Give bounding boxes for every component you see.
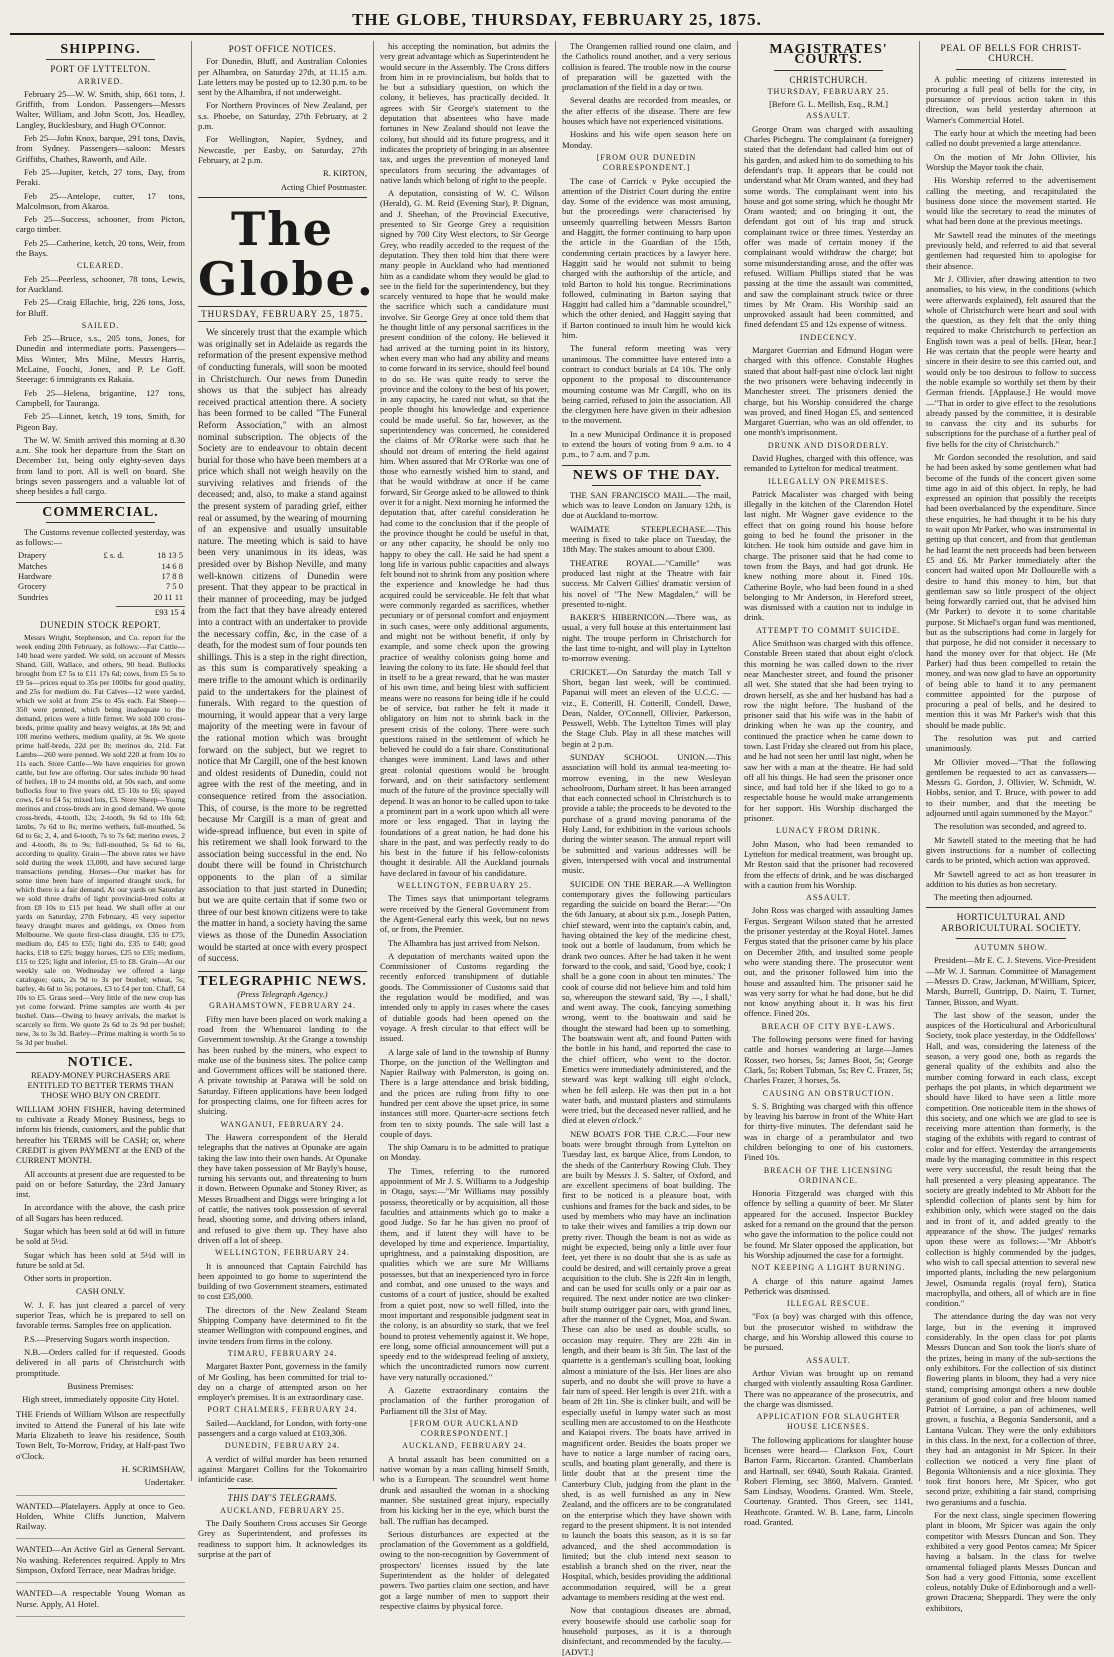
customs-currency bbox=[83, 592, 126, 602]
paragraph: A large sale of land in the township of Bunny Thorpe, on the junction of the Wellington and Napier Railway with Palmerston, is going on. There is a large attendance and brisk bidding, and the prices are ruling from fifty to one hundred per cent above the upset price, in some instances still more. Quarter-acre sections fetch from ten to sixty pounds. The sale will last a couple of days. bbox=[380, 1046, 549, 1139]
editorial-dateline: THURSDAY, FEBRUARY 25, 1875. bbox=[198, 306, 367, 322]
court-section-text: David Hughes, charged with this offence, was remanded to Lyttelton for medical treatment. bbox=[744, 452, 913, 474]
bells-report bbox=[926, 74, 1096, 903]
dateline: PORT CHALMERS, FEBRUARY 24. bbox=[207, 1405, 358, 1415]
auckland-correspondent-heading: [FROM OUR AUCKLAND CORRESPONDENT.] bbox=[410, 1418, 519, 1439]
customs-row bbox=[16, 561, 185, 571]
paragraph: February 25—W. W. Smith, ship, 661 tons, J. Griffith, from London. Passengers—Messrs Walter, William, and John Scott, Jos. Headley, Langley, Bucklesbury, and Hugh O'Connor. bbox=[16, 88, 185, 130]
paragraph: his accepting the nomination, but admits the very great advantage which as Superintendent he would secure in the Assembly. The Cross differs from him in re provincialism, but holds that to be but a subsidiary question, on which the colony, it believes, has practically decided. It agrees with Sir George's statement to the deputation that absentees who have made fortunes in New Zealand should not leave the colony, but should aid its future progress, and it indicates the propriety of bringing in an absentee tax, and urges the prevention of moneyed land speculators from securing the advantages of native lands which belong of right to the people. bbox=[380, 41, 549, 185]
arrived-heading: ARRIVED. bbox=[77, 76, 124, 86]
paragraph: The last show of the season, under the auspices of the Horticultural and Arboricultural Society, took place yesterday, in the Oddfellows' Hall, and was, considering the lateness of the season, a very good one, both as regards the general quality of the exhibits and also the number coming forward in each class, except perhaps the pot plants, in which department we should have liked to have seen a little more competition. One noticeable item in the shows of this society, and one which we are glad to see is receiving more attention than formerly, is the staging of the exhibits with regard to contrast of color and for effect. Yesterday the arrangements made by the managing committee in this respect were very successful, the result being that the hall presented a very pleasing appearance. The society are greatly indebted to Mr Abbott for the splendid collection of plants sent by him for exhibition only, which were staged on the dais and in front of it, and added greatly to the appearance of the show. The judges' remarks upon these were as follows:—"Mr Abbott's collection is highly commended by the judges, who wish to call special attention to several new imported plants, including the new pelargonium Jewel, Osmunda regalis (royal fern), Statica macrophylla, and others, all of which are in fine condition." bbox=[926, 1009, 1096, 1309]
fisher-p3: In accordance with the above, the cash price of all Sugars has been reduced. bbox=[16, 1202, 185, 1223]
christchurch-heading: CHRISTCHURCH. bbox=[789, 74, 868, 85]
wanted-text: WANTED—An Active Girl as General Servant. No washing. References required. Apply to Mrs Simpson, Oxford Terrace, near Madras bridge. bbox=[16, 1544, 185, 1576]
arrived-list bbox=[16, 89, 185, 258]
todays-telegrams-heading: THIS DAY'S TELEGRAMS. bbox=[227, 1493, 338, 1504]
divider bbox=[228, 1488, 337, 1489]
court-section-heading: NOT KEEPING A LIGHT BURNING. bbox=[751, 1263, 906, 1273]
paragraph: The Alhambra has just arrived from Nelson. bbox=[388, 937, 540, 948]
court-section-text: "Fox (a boy) was charged with this offence, but the prosecutor wished to withdraw the charge, and his Worship allowed this course to be pursued. bbox=[744, 1311, 913, 1353]
column-6 bbox=[920, 41, 1102, 1613]
paragraph: President—Mr E. C. J. Stevens. Vice-President—Mr W. J. Sarman. Committee of Management—Messrs D. Craw, Jackman, M'William, Spicer, Marsh, Burrell, Guntripp, D. Nairn, T. Turner, Tanner, Bisson, and Wyatt. bbox=[926, 955, 1096, 1007]
paragraph: Mr Sawtell stated to the meeting that he had given instructions for a number of collecting cards to be printed, which action was approved. bbox=[926, 834, 1096, 866]
ready-money-banner: READY-MONEY PURCHASERS ARE ENTITLED TO BETTER TERMS THAN THOSE WHO BUY ON CREDIT. bbox=[27, 1069, 174, 1101]
paragraph: The Times, referring to the rumored appointment of Mr J. S. Williams to a Judgeship in Otago, says:—"Mr Williams may possibly possess, theoretically or by acquisition, all those faculties and attainments which go to make a good Judge. So far he has given no proof of them, and if latent they will have to be developed by time and experience. Impartiality, uprightness, and a painstaking disposition, are qualities which we are sure Mr Williams possesses, but that an inexperienced tyro in force and combat, and one unused to the ways and customs of a court of justice, should be exalted from a quiet post, now so well filled, into the most important and responsible judgment seat in the colony, is an absurdity so stark, that we feel bound to protest vehemently against it. We hope, ere long, some official announcement will put a speedy end to the widespread feeling of anxiety, which the uncontradicted rumors now current have very naturally occasioned." bbox=[380, 1165, 549, 1382]
court-section-text: Patrick Macalister was charged with being illegally in the kitchen of the Clarendon Hotel last night. Mr Wagner gave evidence to the effect that on going round his house before going to bed he found the prisoner in the kitchen. He took him outside and gave him in charge. The prisoner said that he had come to town from the Bays, and had got drunk. He knew nothing more about it. Fined 10s. Catherine Boyle, who had been found in a shed belonging to Mr Anderson, in Hereford street, was dismissed with a caution not to indulge in drink. bbox=[744, 488, 913, 623]
paragraph: CRICKET.—On Saturday the match Tall v Short, began last week, will be continued. Papanui will meet an eleven of the U.C.C. —viz., E. Cotterill, H. Cotterill, Condell, Dawe, Dean, Nalder, O'Connell, Ollivier, Parkerson, Pesswell, Webb. The Lyttelton Times will play the Stage Club. Play in all these matches will begin at 2 p.m. bbox=[562, 666, 731, 749]
paragraph: Mr Ollivier moved—"That the following gentlemen be requested to act as canvassers—Messrs G. Gordon, J. Ollivier, W. Schmidt, W. Hobbs, senior, and T. Bruce, with power to add to their number, and that the meeting be adjourned until again summoned by the Mayor." bbox=[926, 756, 1096, 819]
paragraph: The Orangemen rallied round one claim, and the Catholics round another, and a very serious collision is feared. The trouble now in the course of preparation will be gazetted with the proclamation of the field in a day or two. bbox=[562, 41, 731, 93]
court-section-heading: LUNACY FROM DRINK. bbox=[775, 826, 882, 836]
horticultural-report bbox=[926, 955, 1096, 1613]
court-section-heading: ILLEGALLY ON PREMISES. bbox=[767, 476, 890, 486]
customs-item: Sundries bbox=[18, 591, 49, 602]
divider bbox=[956, 938, 1066, 939]
fisher-address: High street, immediately opposite City Hotel. bbox=[22, 1394, 179, 1405]
customs-amount: 18 13 5 bbox=[157, 550, 183, 561]
divider bbox=[592, 485, 701, 486]
funeral-role: Undertaker. bbox=[144, 1477, 185, 1488]
fisher-p5: Sugar which has been sold at 5½d will in future be sold at 5d. bbox=[16, 1249, 185, 1270]
court-section-text: S. S. Brighting was charged with this offence by leaving his barrow in front of the White Hart for thirty-five minutes. The defendant said he was in charge of a perambulator and two children belonging to one of his customers. Fined 10s. bbox=[744, 1100, 913, 1163]
paragraph: The attendance during the day was not very large, but in the evening it improved considerably. In the open class for pot plants Messrs Duncan and Son took the lion's share of the prizes, being in many of the sub-sections the only exhibitors. For the collection of six distinct flowering plants in bloom, they had a very nice stand, comprising amongst others a new double geranium of good color and free bloom named Patriot of Lorraine, a pan of achimenes, well grown, a fuschia, a Begonia Sandersonii, and a Lantana Vulcan. They were the only exhibitors in this class. In the next, for a collection of three, they had an antagonist in Mr Spicer. In their collection we noticed a very fine plant of Begonia Wiltoniensis and a nice gloxinia. They took first honors here, Mr Spicer, who got second prize, exhibiting a fair stand, comprising two geraniums and a fuschia. bbox=[926, 1311, 1096, 1507]
sailed-heading: SAILED. bbox=[81, 320, 120, 330]
paragraph: Mr Sawtell agreed to act as hon treasurer in addition to his duties as hon secretary. bbox=[926, 868, 1096, 889]
customs-row bbox=[16, 550, 185, 560]
post-signature: R. KIRTON, bbox=[323, 168, 367, 179]
customs-intro: The Customs revenue collected yesterday, was as follows:— bbox=[16, 526, 185, 548]
divider bbox=[16, 1052, 185, 1053]
paragraph: Now that contagious diseases are abroad, every housewife should use carbolic soap for household purposes, as it is a thorough disinfectant, and recommended by the faculty.—[ADVT.] bbox=[562, 1605, 731, 1657]
paragraph: His Worship referred to the advertisement calling the meeting, and recapitulated the business done since the movement started. He would like the secretary to read the minutes of what had been done at the previous meetings. bbox=[926, 175, 1096, 227]
sailed-list bbox=[16, 333, 185, 432]
customs-item: Matches bbox=[18, 560, 48, 571]
customs-item: Grocery bbox=[18, 581, 47, 592]
wanted-text: WANTED—Platelayers. Apply at once to Geo. Holden, White Cliffs Junction, Malvern Railway. bbox=[16, 1500, 185, 1532]
paragraph: The ship Oamaru is to be admitted to pratique on Monday. bbox=[380, 1142, 549, 1163]
dateline: WANGANUI, FEBRUARY 24. bbox=[220, 1119, 345, 1129]
paragraph: SUICIDE ON THE BERAR.—A Wellington contemporary gives the following particulars regarding the suicide on board the Berar:—"On the 6th January, at about six p.m., Joseph Patten, chief steward, went into the captain's cabin, and, having obtained the key of the medicine chest, took out a bottle of laudanum, from which he drank two ounces. After he had taken it he went forward to the cook, and said, 'Good bye, cook; I shall be a gone coon in about ten minutes.' The cook of course did not believe him and told him so, whereupon the steward said, 'By —, I shall,' and went away. The cook, fancying something wrong, went to the boatswain and said he thought the steward had been up to something. The boatswain went aft, and found Patten with the bottle in his hand, and reported the case to the chief officer, who went to the doctor. Emetics were immediately administered, and the steward was kept walking till eight o'clock, when he fell asleep. He was then put in a hot water bath, and mustard plasters and stimulants were tried, but the deceased never rallied, and he died at eleven o'clock." bbox=[562, 878, 731, 1126]
autumn-show-heading: AUTUMN SHOW. bbox=[974, 943, 1048, 953]
customs-amount: 7 5 0 bbox=[165, 581, 183, 592]
auckland-dateline: AUCKLAND, FEBRUARY 25. bbox=[220, 1505, 345, 1515]
divider bbox=[774, 70, 883, 71]
editorial bbox=[198, 328, 367, 966]
post-role: Acting Chief Postmaster. bbox=[280, 181, 367, 192]
court-date: THURSDAY, FEBRUARY 25. bbox=[767, 86, 890, 96]
shipping-note: The W. W. Smith arrived this morning at 8.30 a.m. She took her departure from the Start on December 1st, being only eighty-seven days from land to port. All is well on board. She brings seven passengers and a valuable lot of sheep besides a full cargo. bbox=[16, 434, 185, 497]
paragraph: THEATRE ROYAL.—"Camille" was produced last night at the Theatre with fair success. Mr Calvert Gillies' dramatic version of his novel of "The New Magdalen," will be presented to-night. bbox=[562, 557, 731, 609]
court-section-text: Arthur Vivian was brought up on remand charged with violently assaulting Rosa Gardiner. There was no appearance of the prosecutrix, and the charge was dismissed. bbox=[744, 1367, 913, 1409]
paragraph: Several deaths are recorded from measles, or the after effects of the disease. There are few houses which have not experienced visitations. bbox=[562, 95, 731, 127]
dateline: WELLINGTON, FEBRUARY 24. bbox=[215, 1248, 350, 1258]
dunedin-correspondent bbox=[562, 176, 731, 460]
paragraph: Feb 25—Craig Ellachie, brig, 226 tons, Joss, for Bluff. bbox=[16, 297, 185, 318]
column-3 bbox=[374, 41, 556, 1611]
customs-item: Drapery bbox=[18, 550, 47, 561]
court-section-heading: BREACH OF CITY BYE-LAWS. bbox=[761, 1021, 896, 1031]
horticultural-heading: HORTICULTURAL AND ARBORICULTURAL SOCIETY. bbox=[940, 913, 1082, 934]
paragraph: The funeral reform meeting was very unanimous. The committee have entered into a contract to conduct burials at £4 10s. The only opponent to the proposal to discountenance mourning costume was Mr Cargill, who on its being carried, refused to join the association. All the clergymen here have given in their adhesion to the movement. bbox=[562, 343, 731, 426]
fisher-premises: Business Premises: bbox=[67, 1380, 134, 1391]
paragraph: Mr Gordon seconded the resolution, and said he had been asked by some gentlemen what had become of the funds of the concert given some time ago in aid of this object. In reply, he had expressed an opinion that possibly the receipts had been overbalanced by the expenditure. Since these enquiries, he had thought it to be his duty to wait upon Mr Parker, who was instrumental in getting up that concert, and from that gentleman he had learnt the nett proceeds had been between £5 and £6. Mr Parker immediately after the concert had waited upon Mr Dollourelle with a desire to hand this money to him, but that gentleman saw so little prospect of the object being forwardly carried out, that he advised him (Mr Parker) to devote it to some charitable purpose. St Michael's organ fund was mentioned, but as the subscriptions had come in largely for that purpose, he did not consider it necessary to hand the money over for that object. He (Mr Parker) had thus been compelled to retain the money, and was now glad to have an opportunity of being able to hand it to any permanent committee appointed for the purpose of procuring a peal of bells, and he desired to mention this it was Mr Parker's wish that this should be made public. bbox=[926, 451, 1096, 730]
court-sections bbox=[744, 111, 913, 1527]
paragraph: Feb 25—Linnet, ketch, 19 tons, Smith, for Pigeon Bay. bbox=[16, 411, 185, 432]
divider bbox=[926, 907, 1096, 908]
paragraph: Feb 25—Jupiter, ketch, 27 tons, Day, from Peraki. bbox=[16, 166, 185, 188]
paragraph: Feb 25—Catherine, ketch, 20 tons, Weir, from the Bays. bbox=[16, 237, 185, 259]
court-section-heading: DRUNK AND DISORDERLY. bbox=[767, 440, 890, 450]
notice-heading: NOTICE. bbox=[67, 1054, 134, 1070]
auckland-correspondent-date: AUCKLAND, FEBRUARY 24. bbox=[402, 1441, 527, 1451]
paragraph: Feb 25—John Knox, barque, 291 tons, Davis, from Sydney. Passengers—saloon: Messrs Griffiths, Chathes, Raworth, and Aile. bbox=[16, 133, 185, 164]
paragraph: The Times says that unimportant telegrams were received by the General Government from the Agent-General early this week, but no news of, or from, the Premier. bbox=[380, 893, 549, 935]
customs-currency: £ s. d. bbox=[103, 550, 125, 561]
wanted-ad-1 bbox=[16, 1501, 185, 1540]
paragraph: It is announced that Captain Fairchild has been appointed to go home to superintend the building of two Government steamers, estimated to cost £35,000. bbox=[198, 1260, 367, 1302]
customs-row bbox=[16, 592, 185, 602]
column-4 bbox=[556, 41, 738, 1657]
divider bbox=[198, 197, 367, 198]
paragraph: Serious disturbances are expected at the proclamation of the Government as a goldfield, owing to the non-recognition by Government of prospectors' licenses issued by the late Superintendent as the holder of delegated powers. Two parties claim one section, and have got a large number of men to support their respective claims by physical force. bbox=[380, 1528, 549, 1611]
paragraph: Feb 25—Helena, brigantine, 127 tons, Campbell, for Tauranga. bbox=[16, 387, 185, 408]
court-section-text: The following applications for slaughter house licenses were heard— Clarkson Fox, Court Barton Farm, Riccarton. Granted. Chamberlain and Hartnall, sec 6940, South Rakaia. Granted. Robert Fleming, sec 3860, Malvern. Granted. Sam Lindsay, Woodens. Granted. Wm. Steele, Courtenay. Granted. Thos Green, sec 1141, Heathcote. Granted. W. B. Lane, farm, Lincoln road. Granted. bbox=[744, 1434, 913, 1528]
court-section-text: John Mason, who had been remanded to Lyttelton for medical treatment, was brought up. Mr Reston said that the prisoner had recovered from the effects of drink, and he was discharged with a caution from his Worship. bbox=[744, 838, 913, 890]
magistrates-heading: MAGISTRATES' COURTS. bbox=[769, 42, 888, 68]
court-section-heading: ASSAULT. bbox=[806, 1355, 851, 1365]
columns bbox=[10, 41, 1104, 1657]
court-section-heading: ASSAULT. bbox=[806, 893, 851, 903]
customs-row bbox=[16, 571, 185, 581]
court-section-heading: CAUSING AN OBSTRUCTION. bbox=[762, 1088, 895, 1098]
court-section-heading: BREACH OF THE LICENSING ORDINANCE. bbox=[763, 1165, 894, 1185]
paragraph: A deputation of merchants waited upon the Commissioner of Customs regarding the recently enforced transhipment of dutiable goods. The Commissioner of Customs said that the regulation would be modified, and was intended only to apply in cases where the cases of dutiable goods had been opened on the voyage. A fresh circular to that effect will be issued. bbox=[380, 950, 549, 1044]
fisher-p7: W. J. F. has just cleared a parcel of very superior Teas, which he is prepared to sell on favorable terms. Samples free on application. bbox=[16, 1299, 185, 1331]
dateline: DUNEDIN, FEBRUARY 24. bbox=[224, 1441, 341, 1451]
press-agency: (Press Telegraph Agency.) bbox=[237, 989, 328, 1000]
paragraph: Feb 25—Bruce, s.s., 205 tons, Jones, for Dunedin and intermediate ports. Passengers—Miss Winter, Mrs Milne, Messrs Harris, McLaine, Fouchi, Jones, and P. Le Goff. Steerage: 6 immigrants ex Rakaia. bbox=[16, 333, 185, 385]
paragraph: BAKER'S HIBERNICON.—There was, as usual, a very full house at this entertainment last night. The troupe perform in Christchurch for the last time to-night, and will play in Lyttelton to-morrow evening. bbox=[562, 612, 731, 664]
court-section-heading: INDECENCY. bbox=[799, 332, 858, 342]
divider bbox=[198, 971, 367, 972]
paragraph: THE SAN FRANCISCO MAIL.—The mail, which was to leave London on January 12th, is due at Auckland to-morrow. bbox=[562, 489, 731, 521]
court-section-text: A charge of this nature against James Petherick was dismissed. bbox=[744, 1275, 913, 1296]
column-2 bbox=[192, 41, 375, 1559]
court-section-text: The following persons were fined for having cattle and horses wandering at large—James Rosser, two horses, 5s; James Boot, 5s; George Clark, 5s; Robert Tubman, 5s; Rev C. Frazer, 5s; Charles Frazer, 3 horses, 5s. bbox=[744, 1034, 913, 1086]
paragraph: The resolution was seconded, and agreed to. bbox=[934, 821, 1087, 832]
court-section-text: George Oram was charged with assaulting Charles Pichegru. The complainant (a foreigner) stated that the defendant had called him out of his garden, and asked him to do something to his defendant's trap. It appears that he could not understand what Mr Oram wanted, and they had some words. The complainant went into his house and got some string, which he thought Mr Oram wanted; and on bringing it out, the defendant got out of his trap and struck complainant twice or three times. Yesterday an offer was made of certain money if the complainant would withdraw the charge; but some misunderstanding arose, and the offer was refused. William Phillips stated that he was passing at the time the assault was committed, and saw the complainant struck twice or three times by Mr Oram. His Worship said an unprovoked assault had been committed, and fined defendant £5 and 12s expense of witness. bbox=[744, 123, 913, 330]
paragraph: A Gazette extraordinary contains the proclamation of the further prorogation of Parliament till the 31st of May. bbox=[380, 1385, 549, 1416]
telegraphic-heading: TELEGRAPHIC NEWS. bbox=[198, 973, 367, 989]
commercial-heading: COMMERCIAL. bbox=[42, 504, 159, 520]
col4-paragraphs bbox=[562, 41, 731, 150]
fisher-notice: WILLIAM JOHN FISHER, having determined to cultivate a Ready Money Business, begs to inform his friends, customers, and the public that hereafter his TERMS will be CASH; or, where CREDIT is given PAYMENT at the END of the CURRENT MONTH. bbox=[16, 1103, 185, 1166]
col3-paragraphs bbox=[380, 41, 549, 1416]
customs-row bbox=[16, 581, 185, 591]
column-5 bbox=[738, 41, 920, 1528]
newspaper-title: The Globe. bbox=[198, 201, 375, 306]
port-heading: PORT OF LYTTELTON. bbox=[50, 64, 151, 75]
stock-heading: DUNEDIN STOCK REPORT. bbox=[40, 620, 161, 631]
court-section-text: Alice Smithson was charged with this offence. Constable Breen stated that about eight o'clock this morning he was called down to the river near Manchester street, and found the prisoner all wet. She stated that she had been trying to drown herself, as she and her husband has had a row the night before. The husband of the prisoner said that his wife was in the habit of drinking when he was up the country, and continued the practice when he came down to town. Last Friday she cleared out from his place, and he had not seen her until last night, when he saw her with a man at the theatre. He had sold off all his things. He had seen the prisoner once since, and had told her if she liked to go to a respectable house he would make arrangements for her support. His Worship discharged the prisoner. bbox=[744, 638, 913, 824]
cash-only: CASH ONLY. bbox=[75, 1286, 126, 1297]
court-section-text: John Ross was charged with assaulting James Fergus. Sergeant Wilson stated that he arrested the prisoner yesterday at the Royal Hotel. James Fergus stated that the prisoner came by his place on December 28th, and insulted some people who were standing there. The prosecutor went out, and the prisoner followed him into the house and assaulted him. The prisoner said he was very sorry for what he had done, but he did not know anything about it. It was his first offence. Fined 20s. bbox=[744, 905, 913, 1019]
auckland-text: The Daily Southern Cross accuses Sir George Grey as Superintendent, and professes its readiness to support him. It acknowledges its surprise at the part of bbox=[198, 1518, 367, 1559]
fisher-nb: N.B.—Orders called for if requested. Goods delivered in all parts of Christchurch with promptitude. bbox=[16, 1346, 185, 1378]
paragraph: The early hour at which the meeting had been called no doubt prevented a large attendance. bbox=[926, 128, 1096, 149]
divider bbox=[16, 502, 185, 503]
paragraph: Sailed—Auckland, for London, with forty-one passengers and a cargo valued at £103,306. bbox=[198, 1417, 367, 1438]
paragraph: Hoskins and his wife open season here on Monday. bbox=[562, 129, 731, 150]
customs-item: Hardware bbox=[18, 571, 52, 582]
dateline: WELLINGTON, FEBRUARY 25. bbox=[397, 881, 532, 891]
post-office-heading: POST OFFICE NOTICES. bbox=[228, 44, 337, 54]
dateline: TIMARU, FEBRUARY 24. bbox=[227, 1348, 338, 1358]
shipping-heading: SHIPPING. bbox=[60, 42, 141, 57]
post-p1: For Dunedin, Bluff, and Australian Colonies per Alhambra, on Saturday 27th, at 11.15 a.m. Late letters may be posted up to 12.30 p.m. to be sent by the Alhambra, if not underweight. bbox=[198, 56, 367, 98]
fisher-p4: Sugar which has been sold at 6d will in future be sold at 5½d. bbox=[16, 1226, 185, 1247]
paragraph: The resolution was put and carried unanimously. bbox=[926, 733, 1096, 754]
funeral-notice bbox=[16, 1409, 185, 1495]
court-section-heading: APPLICATION FOR SLAUGHTER HOUSE LICENSES. bbox=[756, 1412, 901, 1432]
paragraph: A brutal assault has been committed on a native woman by a man calling himself Smith, who is a European. The scoundrel went home drunk and assaulted the woman in a shocking manner. She sustained great injury, especially from his kicking her in the eye, which burst the ball. The ruffian has decamped. bbox=[380, 1453, 549, 1526]
wanted-ad-2 bbox=[16, 1544, 185, 1583]
paragraph: Feb 25—Success, schooner, from Picton, cargo timber. bbox=[16, 214, 185, 235]
cleared-list bbox=[16, 274, 185, 318]
wanted-text: WANTED—A respectable Young Woman as Nurse. Apply, A1 Hotel. bbox=[16, 1588, 185, 1609]
paragraph: WAIMATE STEEPLECHASE.—This meeting is fixed to take place on Tuesday, the 18th May. The stakes amount to about £300. bbox=[562, 523, 731, 555]
paragraph: In a new Municipal Ordinance it is proposed to extend the hours of voting from 9 a.m. to 4 p.m., to 7 a.m. and 7 p.m. bbox=[562, 428, 731, 460]
telegrams bbox=[198, 1001, 367, 1484]
dateline: GRAHAMSTOWN, FEBRUARY 24. bbox=[209, 1001, 356, 1011]
paragraph: NEW BOATS FOR THE C.R.C.—Four new boats were brought through from Lyttelton on Tuesday last, ex barque Alice, from London, to the sheds of the Canterbury Rowing Club. They are built by Messrs J. S. Salter, of Oxford, and are excellent specimens of boat building. The first to be noticed is a pleasure boat, with cushions and frames for the back and sides, to be used by members who may have an inclination to take their wives and families a trip down our pretty river. Though the beam is not as wide as might be expected, being only a little over four feet, yet there is no doubt that she is as safe as could be desired, and will certainly prove a great acquisition to the club. She is 22ft 4in in length, and can be used for sculls only or a pair oar as required. The next under notice are two clinker-built stump outrigger pair oars, with grand lines, after the manner of the Cygnet, Moa, and Swan. These can also be used as double sculls, so occasion may require. They are 22ft 4in in length, and their beam is 3ft 5in. The last of the quartette is a gentleman's sculling boat, looking almost a miniature of the Isis. Her lines are also superb, and no doubt she will prove to have a fair turn of speed. Her length is over 21ft. with a beam of 2ft 1in. She is clinker built, and will be especially useful in lumpy water such as most sculling men are accustomed to on the Heathcote and Kaiapoi rivers. The boats have arrived in magnificent order. Besides the boats proper we have to notice a large number of racing oars, sculls, and boating plant generally, and there is little doubt that at the present time the Canterbury Club, judging from the plant in the shed, is as well furnished as any in New Zealand, and the officers are to be congratulated on the enterprise which they have shown with regard to the present shipment. It is not intended to launch the boats this season, as it is so far advanced, and the shed accommodation is limited; but the club intend next season to establish a branch shed on the river, near the Hospital, which, besides providing the additional accommodation required, will be a great advantage to members residing at the west end. bbox=[562, 1128, 731, 1603]
fisher-p6: Other sorts in proportion. bbox=[24, 1273, 112, 1284]
news-items bbox=[562, 490, 731, 1657]
funeral-text: THE Friends of William Wilson are respectfully invited to Attend the Funeral of his late wife Maria Elizabeth to leave his residence, South Town Belt, To-Morrow, Friday, at Half-past Two o'Clock. bbox=[16, 1409, 185, 1461]
customs-amount: 20 11 11 bbox=[153, 591, 183, 602]
paragraph: A deputation, consisting of W. C. Wilson (Herald), G. M. Reid (Evening Star), P. Dignan, and J. Sheehan, of the Provincial Executive, presented to Sir George Grey a requisition signed by 700 City West electors, to Sir George Grey, who readily acceded to the request of the deputation. They then told him that there were many people in Auckland who had mentioned him as a candidate whom they would be glad to see in the field for the superintendency, but they scarcely ventured to hope that he would make the sacrifice which such a candidature must involve. Sir George Grey at once told them that he thought little of any personal sacrifices in the present condition of the colony. He believed it had arrived at the turning point in its history, when every man who had any ability and means to come forward in its service, should feel bound to do so. He was quite ready to serve the province and the colony to the best of his power, in any capacity, he cared not what, so that the people thought his knowledge and experience could be made useful. So far, however, as the superintendency was concerned, he considered the claims of Mr O'Rorke were such that he should not dream of entering the field against him. When assured that Mr O'Rorke was one of those who earnestly wished him to stand, and that he would withdraw at once if he came forward, Sir George asked to be allowed to think over it for a night. Next morning he informed the deputation that, after careful consideration he had come to the conclusion that if the people of the province thought he could be useful in that, or any other capacity, he should be only too happy to obey the call. He said he had spent a long life in various public capacities and always felt bound not to shrink from any position where the experience and knowledge he had thus acquired could be serviceable. He felt that what were commonly regarded as sacrifices, whether pecuniary or of personal comfort and enjoyment in such cases, were only additional arguments, and might not be without benefit, if only by example, and some check upon the growing practice of wealthy colonists going home and leaving the colony to its fate. He should feel that in itself to be a great reward, that he was master of his own time, and being blest with sufficient means were no reasons for being idle if he could be of service, but rather he felt it made it obligatory on him not to shrink back in the present crisis of the colony. There were such questions raised in the settlement of which he believed he could do a fair share. Constitutional changes were imminent. Land laws and other great colonial questions would be brought forward, and on their satisfactory settlement much of the future of the province specially will depend. It was an honor to be called upon to take a prominent part in a work upon which all were more or less engaged. That in laying the foundations of a great nation, he had done his share in the past, and was perfectly ready to do his best in the future if his fellow-colonists thought it desirable. All the Auckland journals have declared in favour of his candidature. bbox=[380, 188, 549, 878]
post-p3: For Wellington, Napier, Sydney, and Newcastle, per Easby, on Saturday, 27th February, at 2 p.m. bbox=[198, 134, 367, 165]
paragraph: Mr Sawtell read the minutes of the meetings previously held, and referred to aid that several gentlemen had requested him to apologise for their absence. bbox=[926, 229, 1096, 271]
court-bench: [Before G. L. Mellish, Esq., R.M.] bbox=[769, 99, 888, 110]
dunedin-correspondent-heading: [FROM OUR DUNEDIN CORRESPONDENT.] bbox=[596, 152, 697, 173]
customs-amount: 17 8 8 bbox=[161, 571, 183, 582]
paragraph: The directors of the New Zealand Steam Shipping Company have determined to fit the steamer Wellington with compound engines, and invite tenders from firms in the colony. bbox=[198, 1304, 367, 1346]
bells-heading: PEAL OF BELLS FOR CHRIST-CHURCH. bbox=[940, 44, 1082, 65]
cleared-heading: CLEARED. bbox=[77, 261, 124, 271]
court-section-heading: ILLEGAL RESCUE. bbox=[786, 1299, 871, 1309]
fisher-p2: All accounts at present due are requested to be paid on or before Saturday, the 23rd January inst. bbox=[16, 1168, 185, 1200]
paragraph: Mr J. Ollivier, after drawing attention to two anomalies, to his view, in the conditions (which were afterwards explained), felt assured that the whole of Christchurch were heart and soul with the question, as they felt that the only thing required to make Christchurch to perfection an English town was a peal of bells. [Hear, hear.] He was certain that the people were hearty and sincere in their desire to see this carried out, and would only be too desirous to follow to success the noble example so worthily set them by their German friends. [Applause.] He would move—"That in order to give effect to the resolutions already passed by the committee, it is desirable to canvass the city and its suburbs for subscriptions for the purchase of a further peal of five bells for the city of Christchurch." bbox=[926, 273, 1096, 449]
customs-currency bbox=[83, 581, 126, 591]
paragraph: For the next class, single specimen flowering plant in bloom, Mr Spicer was again the only competitor with Messrs Duncan and Son. They exhibited a very good Pentos carnea; Mr Spicer having a balsam. In the class for twelve ornamental foliaged plants Messrs Duncan and Son had a very good Fittonia, some excellent coleus, notably Duke of Edinborough and a well-grown Dracæna; Sheppardi. They were the only exhibitors, bbox=[926, 1510, 1096, 1613]
paragraph: The case of Carrick v Pyke occupied the attention of the District Court during the entire day. Some of the evidence was most amusing, but the proceedings were characterised by unseemly quarrelling between Messrs Barton and Haggitt, the former continuing to harp upon the article in the Guardian of the 15th, condemning certain practices by a lawyer here. Haggitt said he would not submit to being charged with the authorship of the article, and told Barton to hold his tongue. Recriminations followed, culminating in Barton saying that Haggitt had called him a "damnable scoundrel," which the other denied, and Haggitt saying that if Barton continued to insult him he would kick him. bbox=[562, 175, 731, 341]
wanted-ad-3 bbox=[16, 1588, 185, 1617]
court-section-heading: ASSAULT. bbox=[806, 111, 851, 121]
auckland-correspondent bbox=[380, 1454, 549, 1611]
paragraph: On the motion of Mr John Ollivier, his Worship the Mayor took the chair. bbox=[926, 151, 1096, 172]
news-heading: NEWS OF THE DAY. bbox=[572, 467, 721, 483]
funeral-signature: H. SCRIMSHAW, bbox=[121, 1463, 185, 1474]
court-section-text: Honoria Fitzgerald was charged with this offence by selling a quantity of beer. Mr Slater appeared for the accused. Inspector Buckley asked for a remand on the ground that the person who gave the information to the police could not be found. Mr Slater opposed the application, but his Worship adjourned the case for a fortnight. bbox=[744, 1188, 913, 1260]
paragraph: Margaret Baxter Pont, governess in the family of Mr Gosling, has been committed for trial to-day on a charge of attempted arson on her employer's premises. It is an extraordinary case. bbox=[198, 1361, 367, 1403]
customs-currency bbox=[83, 561, 126, 571]
paragraph: A verdict of wilful murder has been returned against Margaret Collins for the Tokomairiro infanticide case. bbox=[198, 1453, 367, 1485]
masthead: THE GLOBE, THURSDAY, FEBRUARY 25, 1875. bbox=[10, 6, 1104, 35]
paragraph: Feb 25—Peerless, schooner, 78 tons, Lewis, for Auckland. bbox=[16, 273, 185, 294]
paragraph: Feb 25—Antelope, cutter, 17 tons, Malcolmson, from Akaroa. bbox=[16, 190, 185, 211]
paragraph: Fifty men have been placed on work making a road from the Whenuaroi landing to the Government township. At the Grange a township has been rushed by the miners, who expect to make use of the business sites. The police camp and Government offices will be stationed there. A private township at Parawa will be sold on Saturday. Fifteen applications have been lodged for prospecting claims, one for fifteen acres for sluicing. bbox=[198, 1013, 367, 1117]
court-section-text: Margaret Guerrian and Edmund Hogan were charged with this offence. Constable Hughes stated that about half-past nine o'clock last night the two prisoners were behaving indecently in Manchester street. The prisoners denied the charge, but his Worship considered the charge was proved, and fined Hogan £5, and sentenced Margaret Guerrian, who was an old offender, to one month's imprisonment. bbox=[744, 345, 913, 438]
stock-report: Messrs Wright, Stephenson, and Co. report for the week ending 20th February, as follows:—Fat Cattle—140 head were yarded. We sold, on account of Messrs Shand, Gill, Wallace, and others, 90 head. Bullocks brought from £7 5s to £11 17s 6d; cows, from £5 5s to £9 5s—prices equal to 35s per 100lbs for good quality, and 25s for medium do. Fat Calves—12 were yarded, which we sold at from 25s to 45s each. Fat Sheep—350 were penned, which being inadequate to the demand, prices were a little firmer. We sold 100 cross-breds, prime quality and heavy weights, at 18s 9d; and 100 merino wethers, medium quality, at 9s. We quote prime half-breds, 22d per lb; merinos do, 21d. Fat Lambs—260 were penned. We sold 220 at from 10s to 11s each. Store Cattle—We have enquiries for grown cattle, but few are offering. Our sales include 90 head of heifers, 18 to 24 months old, at 50s each, and some bullocks four to five years old, £5 10s to £6; spayed cows, £4 to £4 5s; mixed lots, £3. Store Sheep—Young merinos and cross-breds are in good demand. We quote cross-breds, 4-tooth, 12s; 2-tooth, 9s 6d to 10s 6d; lambs, 7s 6d to 8s; merino wethers, full-mouthed, 5s 6d to 6s; 2, 4, and 6-tooth, 7s to 7s 6d; merino ewes, 2 and 4-tooth, 8s to 9s; full-mouthed, 5s 6d to 6s, according to quality. Grain—The above rates we have sold during the week 13,000, and have secured large transactions pending. Horses—Our market has for some time been bare of imported draught stock, for which there is a fair demand. At our yards on Saturday we sold three drafts of light provincial-bred colts at from £8 10s to £15 per head. We shall offer at our yards on Saturday, 27th February, 45 very superior heavy draught mares and geldings, ex Omeo from Melbourne. We quote first-class draught, £35 to £75; medium do, £45 to £55; light do, £35 to £40; good hacks, £18 to £25; buggy horses, £25 to £35; medium, £15 to £25; light and inferior, £5 to £8. Grain—At our weekly sale on Wednesday we offered a large catalogue; oats, 2s 9d to 3s per bushel; wheat, 5s; barley, 4s 6d to 5s; potatoes, £3 to £4 per ton. Chaff, £4 10s to £5. Grass seed—Very little of the new crop has yet come forward. Prime samples are worth 4s per bushel. Oats—Owing to heavy arrivals, the market is scarcely so firm. We quote 2s 6d to 2s 9d per bushel; new, 3s to 3s 3d. Barley—Prime malting is worth 5s to 5s 3d per bushel. bbox=[16, 632, 185, 1047]
paragraph: We sincerely trust that the example which was originally set in Adelaide as regards the reformation of the present expensive method of conducting funerals, will soon be mooted in Christchurch. Our news from Dunedin shows us that the subject has already received practical attention there. A society has been formed to be called "The Funeral Reform Association," with an almost nominal subscription. The objects of the Society are to endeavour to obtain decent burial for those who have been members at a price which shall not weigh heavily on the surviving relatives and friends of the deceased; and, also, to make a stand against the present system of parading grief, either real or assumed, by the wearing of mourning of an expensive and usually unsuitable nature. The meeting which is said to have been very unanimous in its ideas, was presided over by Bishop Neville, and many well-known citizens of Dunedin were present. That they appear to be practical in their manner of proceeding, may be judged from the fact that they have already entered into a contract with an undertaker to provide the necessary coffin, &c, in the case of a death, for the modest sum of four pounds ten shillings. This is a step in the right direction, as this sum is comparatively speaking a mere trifle to the amount which is ordinarily paid to the undertakers for the plainest of funerals. With regard to the question of mourning, it would appear that a very large majority of the meeting were in favour of the rational motion which was brought forward on the subject, but we regret to notice that Mr Cargill, one of the best known and oldest residents of Dunedin, could not agree with the rest of the meeting, and in consequence retired from the association. This, of course, is the more to be regretted because Mr Cargill is a man of great and wide-spread influence, but even in spite of his retirement we shall look forward to the association being successful in the end. No doubt there will be found in Christchurch opponents to the plan of a similar association to that just started in Dunedin; but we are quite certain that if some two or three of our best known citizens were to take the matter in hand, a society having the same views as those of the Dunedin Association would be started at once with every prospect of success. bbox=[198, 328, 367, 965]
paragraph: SUNDAY SCHOOL UNION.—This association will hold its annual tea-meeting to-morrow evening, in the new Wesleyan schoolroom, Durham street. It has been arranged that each connected school in Christchurch is to provide a table; the proceeds to be devoted to the purchase of a grand moving panorama of the Holy Land, for exhibition in the various schools during the winter season. The annual report will be submitted and various addresses will be given, interspersed with vocal and instrumental music. bbox=[562, 752, 731, 876]
post-p2: For Northern Provinces of New Zealand, per s.s. Phoebe, on Saturday, 27th February, at 2 p.m. bbox=[198, 100, 367, 132]
divider bbox=[46, 59, 155, 60]
fisher-ps: P.S.—Preserving Sugars worth inspection. bbox=[24, 1333, 170, 1344]
customs-currency bbox=[83, 571, 126, 581]
customs-amount: 14 6 8 bbox=[161, 560, 183, 571]
customs-total: £93 15 4 bbox=[116, 606, 185, 617]
paragraph: A public meeting of citizens interested in procuring a full peal of bells for the city, in pursuance of previous action taken in this direction, was held yesterday afternoon at Warner's Commercial Hotel. bbox=[926, 73, 1096, 125]
paragraph: The meeting then adjourned. bbox=[934, 892, 1033, 903]
divider bbox=[562, 465, 731, 466]
court-section-heading: ATTEMPT TO COMMIT SUICIDE. bbox=[756, 625, 901, 635]
customs-table bbox=[16, 550, 185, 601]
paragraph: The Hawera correspondent of the Herald telegraphs that the natives at Opunake are again taking the law into their own hands. At Opunake they have taken possession of Mr Bayly's house, turning his servants out, and threatening to burn it down. Between Opunake and Stoney River, as Messrs Broadbent and Diggs were bringing a lot of cattle, the natives took possession of several head, shooting some, and driving others inland, and refused to give them up. They have also driven off a lot of sheep. bbox=[198, 1131, 367, 1245]
divider bbox=[46, 522, 155, 523]
divider bbox=[956, 69, 1066, 70]
column-1 bbox=[10, 41, 192, 1609]
